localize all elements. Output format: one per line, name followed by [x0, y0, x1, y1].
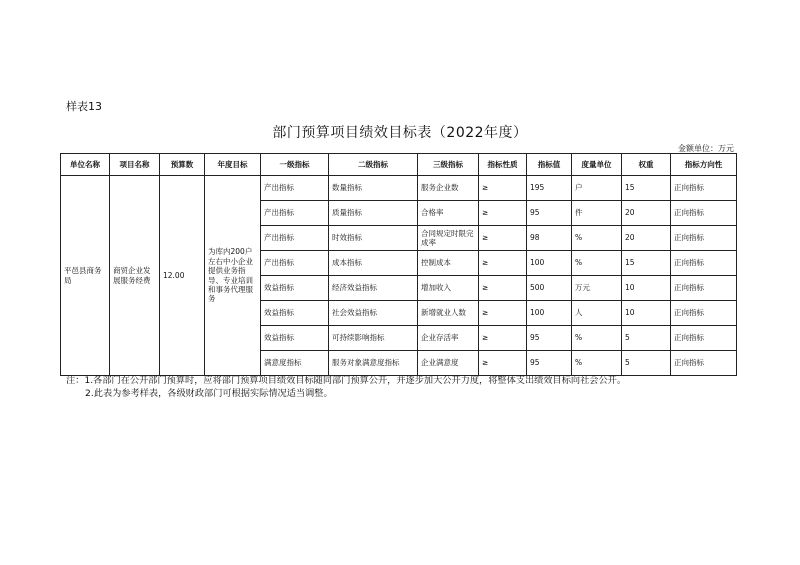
value-cell: 100 — [527, 251, 572, 276]
value-cell: 95 — [527, 201, 572, 226]
note-line-2: 2.此表为参考样表，各级财政部门可根据实际情况适当调整。 — [85, 388, 333, 399]
annual-goal-cell: 为库内200户左右中小企业提供业务指导、专业培训和事务代理服务 — [205, 176, 261, 376]
unit-cell: % — [572, 326, 622, 351]
level1-cell: 产出指标 — [261, 251, 329, 276]
unit-cell: 万元 — [572, 276, 622, 301]
value-cell: 100 — [527, 301, 572, 326]
direction-cell: 正向指标 — [671, 351, 737, 376]
weight-cell: 5 — [622, 326, 671, 351]
unit-name-cell: 平邑县商务局 — [61, 176, 110, 376]
direction-cell: 正向指标 — [671, 251, 737, 276]
weight-cell: 10 — [622, 276, 671, 301]
level3-cell: 增加收入 — [418, 276, 479, 301]
level1-cell: 产出指标 — [261, 226, 329, 251]
header-cell: 项目名称 — [110, 154, 160, 176]
level1-cell: 产出指标 — [261, 201, 329, 226]
level3-cell: 控制成本 — [418, 251, 479, 276]
header-cell: 二级指标 — [329, 154, 418, 176]
budget-cell: 12.00 — [160, 176, 205, 376]
direction-cell: 正向指标 — [671, 301, 737, 326]
header-cell: 度量单位 — [572, 154, 622, 176]
value-cell: 95 — [527, 326, 572, 351]
unit-cell: 件 — [572, 201, 622, 226]
unit-cell: % — [572, 351, 622, 376]
value-cell: 95 — [527, 351, 572, 376]
header-cell: 指标性质 — [479, 154, 527, 176]
performance-goals-table — [60, 153, 737, 376]
level2-cell: 质量指标 — [329, 201, 418, 226]
unit-cell: 人 — [572, 301, 622, 326]
nature-cell: ≥ — [479, 201, 527, 226]
unit-cell: 户 — [572, 176, 622, 201]
header-cell: 指标方向性 — [671, 154, 737, 176]
header-cell: 单位名称 — [61, 154, 110, 176]
level3-cell: 合同规定时限完成率 — [418, 226, 479, 251]
header-cell: 权重 — [622, 154, 671, 176]
direction-cell: 正向指标 — [671, 201, 737, 226]
level3-cell: 服务企业数 — [418, 176, 479, 201]
nature-cell: ≥ — [479, 251, 527, 276]
level2-cell: 数量指标 — [329, 176, 418, 201]
level3-cell: 合格率 — [418, 201, 479, 226]
level1-cell: 产出指标 — [261, 176, 329, 201]
value-cell: 500 — [527, 276, 572, 301]
sample-label: 样表13 — [66, 100, 102, 113]
header-cell: 年度目标 — [205, 154, 261, 176]
level1-cell: 效益指标 — [261, 276, 329, 301]
level2-cell: 时效指标 — [329, 226, 418, 251]
direction-cell: 正向指标 — [671, 226, 737, 251]
weight-cell: 10 — [622, 301, 671, 326]
level2-cell: 服务对象满意度指标 — [329, 351, 418, 376]
unit-cell: % — [572, 251, 622, 276]
table-notes — [66, 374, 626, 400]
direction-cell: 正向指标 — [671, 176, 737, 201]
direction-cell: 正向指标 — [671, 276, 737, 301]
nature-cell: ≥ — [479, 276, 527, 301]
weight-cell: 15 — [622, 251, 671, 276]
level3-cell: 企业存活率 — [418, 326, 479, 351]
weight-cell: 5 — [622, 351, 671, 376]
level1-cell: 效益指标 — [261, 326, 329, 351]
level2-cell: 成本指标 — [329, 251, 418, 276]
header-cell: 一级指标 — [261, 154, 329, 176]
level1-cell: 效益指标 — [261, 301, 329, 326]
weight-cell: 15 — [622, 176, 671, 201]
level2-cell: 可持续影响指标 — [329, 326, 418, 351]
direction-cell: 正向指标 — [671, 326, 737, 351]
unit-cell: % — [572, 226, 622, 251]
level3-cell: 新增就业人数 — [418, 301, 479, 326]
level2-cell: 经济效益指标 — [329, 276, 418, 301]
weight-cell: 20 — [622, 201, 671, 226]
header-cell: 指标值 — [527, 154, 572, 176]
nature-cell: ≥ — [479, 326, 527, 351]
amount-unit-note: 金额单位：万元 — [678, 144, 734, 153]
level3-cell: 企业满意度 — [418, 351, 479, 376]
value-cell: 98 — [527, 226, 572, 251]
document-title: 部门预算项目绩效目标表（2022年度） — [272, 125, 528, 141]
note-line-1: 注：1.各部门在公开部门预算时，应将部门预算项目绩效目标随同部门预算公开，并逐步加大公开力度，将整体支出绩效目标向社会公开。 — [66, 375, 627, 386]
table-row — [61, 176, 737, 201]
header-cell: 预算数 — [160, 154, 205, 176]
header-cell: 三级指标 — [418, 154, 479, 176]
project-name-cell: 商贸企业发展服务经费 — [110, 176, 160, 376]
level2-cell: 社会效益指标 — [329, 301, 418, 326]
nature-cell: ≥ — [479, 301, 527, 326]
value-cell: 195 — [527, 176, 572, 201]
table-header-row — [61, 154, 737, 176]
level1-cell: 满意度指标 — [261, 351, 329, 376]
nature-cell: ≥ — [479, 351, 527, 376]
weight-cell: 20 — [622, 226, 671, 251]
nature-cell: ≥ — [479, 176, 527, 201]
nature-cell: ≥ — [479, 226, 527, 251]
